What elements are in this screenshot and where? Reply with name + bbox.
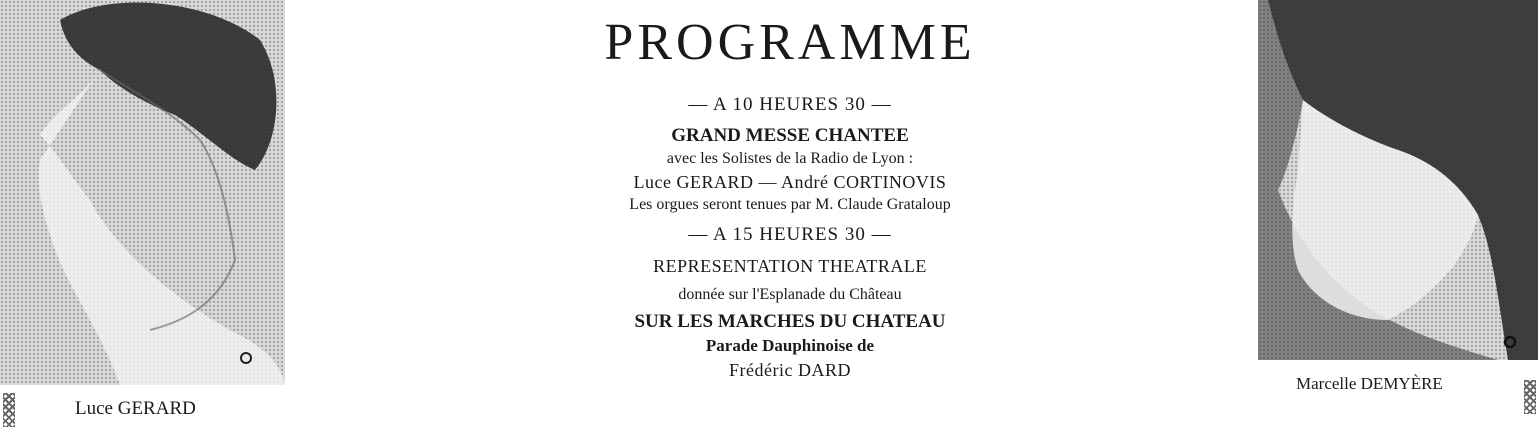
ornament-right <box>1524 380 1536 414</box>
photo-luce-gerard <box>0 0 285 385</box>
photo-marcelle-demyere <box>1258 0 1538 360</box>
play-subtitle: Parade Dauphinoise de <box>705 336 875 355</box>
soloists-names: Luce GERARD — André CORTINOVIS <box>633 172 947 192</box>
portrait-left-drawing <box>0 0 285 385</box>
afternoon-time: — A 15 HEURES 30 — <box>688 224 892 245</box>
soloists-intro: avec les Solistes de la Radio de Lyon : <box>666 150 914 167</box>
mass-title: GRAND MESSE CHANTEE <box>671 125 909 146</box>
play-author: Frédéric DARD <box>729 360 851 380</box>
show-type: REPRESENTATION THEATRALE <box>653 256 927 276</box>
portrait-right-drawing <box>1258 0 1538 360</box>
show-location: donnée sur l'Esplanade du Château <box>678 286 902 303</box>
morning-time: — A 10 HEURES 30 — <box>688 94 892 115</box>
play-title: SUR LES MARCHES DU CHATEAU <box>634 311 946 332</box>
organ-note: Les orgues seront tenues par M. Claude Grataloup <box>629 196 951 213</box>
program-block <box>480 0 1100 382</box>
program-title: PROGRAMME <box>604 14 976 71</box>
caption-luce-gerard: Luce GERARD <box>75 398 196 419</box>
caption-marcelle-demyere: Marcelle DEMYÈRE <box>1296 374 1443 393</box>
ornament-left <box>3 393 15 427</box>
